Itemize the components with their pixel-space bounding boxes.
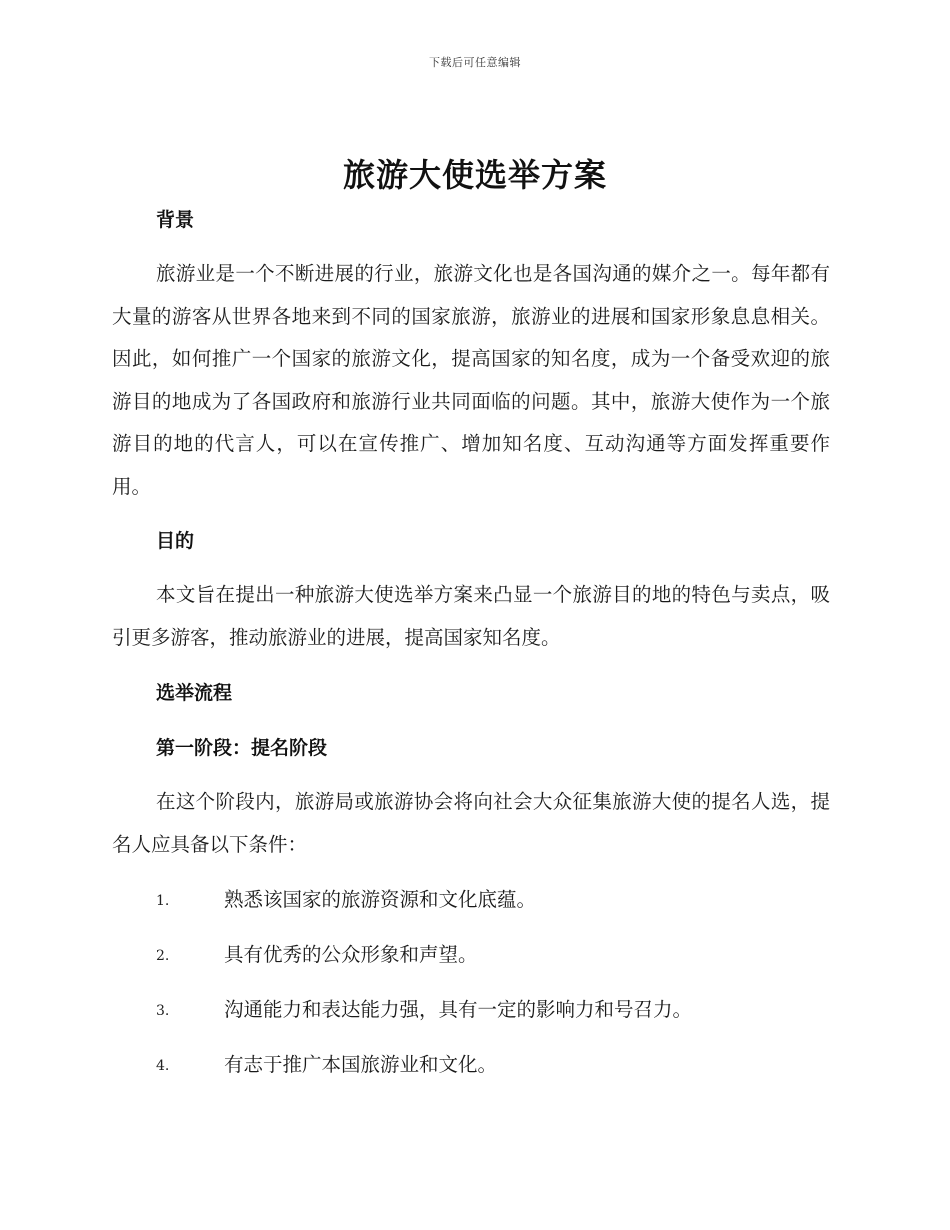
- list-item-text: 沟通能力和表达能力强，具有一定的影响力和号召力。: [224, 998, 693, 1021]
- section-process: [112, 681, 830, 705]
- document-title: 旅游大使选举方案: [342, 156, 607, 194]
- paragraph-background-text: 旅游业是一个不断进展的行业，旅游文化也是各国沟通的媒介之一。每年都有大量的游客从世界各地来到不同的国家旅游，旅游业的进展和国家形象息息相关。因此，如何推广一个国家的旅游文化，提高国家的知名度，成为一个备受欢迎的旅游目的地成为了各国政府和旅游行业共同面临的问题。其中，旅游大使作为一个旅游目的地的代言人，可以在宣传推广、增加知名度、互动沟通等方面发挥重要作用。: [112, 262, 830, 498]
- list-item-text: 有志于推广本国旅游业和文化。: [224, 1053, 498, 1076]
- list-item-number: 1.: [156, 893, 170, 909]
- list-item-number: 3.: [156, 1003, 170, 1019]
- list-item-number: 4.: [156, 1058, 170, 1074]
- list-item: [112, 943, 830, 967]
- paragraph-stage1-text: 在这个阶段内，旅游局或旅游协会将向社会大众征集旅游大使的提名人选，提名人应具备以下条件：: [112, 790, 830, 856]
- list-item-number: 2.: [156, 948, 170, 964]
- section-background: [112, 208, 830, 232]
- list-item: [112, 1053, 830, 1077]
- section-purpose: [112, 529, 830, 553]
- paragraph-background: [112, 253, 830, 509]
- list-item: [112, 888, 830, 912]
- section-heading-purpose: 目的: [156, 530, 195, 552]
- section-stage1: [112, 736, 830, 760]
- list-item-text: 熟悉该国家的旅游资源和文化底蕴。: [224, 888, 537, 911]
- list-item-text: 具有优秀的公众形象和声望。: [224, 943, 478, 966]
- list-item: [112, 998, 830, 1022]
- paragraph-purpose: [112, 574, 830, 659]
- paragraph-stage1: [112, 781, 830, 866]
- header-note: 下载后可任意编辑: [429, 56, 521, 69]
- section-heading-stage1: 第一阶段：提名阶段: [156, 737, 328, 759]
- section-heading-process: 选举流程: [156, 682, 233, 704]
- section-heading-background: 背景: [156, 209, 195, 231]
- paragraph-purpose-text: 本文旨在提出一种旅游大使选举方案来凸显一个旅游目的地的特色与卖点，吸引更多游客，推动旅游业的进展，提高国家知名度。: [112, 583, 830, 649]
